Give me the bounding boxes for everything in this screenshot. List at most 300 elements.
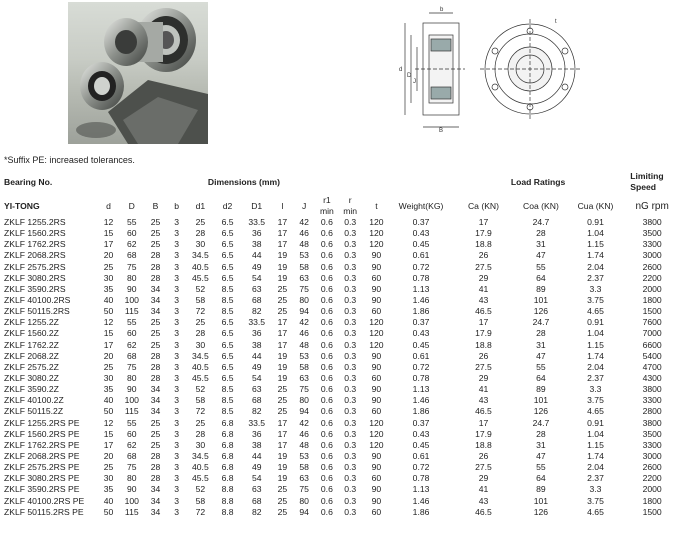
- table-cell: 72: [195, 506, 206, 517]
- table-cell: 25: [277, 406, 288, 417]
- table-cell: 25: [277, 283, 288, 294]
- table-cell: 31: [536, 239, 546, 250]
- table-cell: 54: [251, 473, 262, 484]
- table-cell: 90: [371, 462, 382, 473]
- table-cell: 0.3: [344, 406, 357, 417]
- table-cell: 0.3: [344, 395, 357, 406]
- table-cell: 2800: [642, 406, 662, 417]
- table-cell: 0.3: [344, 350, 357, 361]
- table-cell: 90: [127, 283, 137, 294]
- table-cell: 90: [371, 395, 382, 406]
- col-d1: d1: [195, 200, 206, 211]
- table-cell: 0.6: [320, 373, 333, 384]
- table-cell: 3: [174, 451, 180, 462]
- table-cell: 1.46: [412, 495, 430, 506]
- table-cell: 0.3: [344, 339, 357, 350]
- table-cell: 62: [127, 239, 137, 250]
- table-cell: 2600: [642, 462, 662, 473]
- table-cell: 0.3: [344, 417, 357, 428]
- bearing-model: ZKLF 2068.2RS: [4, 250, 66, 261]
- table-cell: 24.7: [532, 217, 550, 228]
- col-coa: Coa (KN): [523, 200, 559, 211]
- table-cell: 0.3: [344, 373, 357, 384]
- table-cell: 0.3: [344, 328, 357, 339]
- table-cell: 48: [299, 239, 309, 250]
- bearing-model: ZKLF 2068.2Z: [4, 350, 59, 361]
- table-cell: 72: [195, 306, 206, 317]
- bearing-model: ZKLF 50115.2RS: [4, 306, 70, 317]
- table-cell: 34: [150, 484, 161, 495]
- table-cell: 25: [150, 439, 161, 450]
- table-cell: 0.6: [320, 339, 333, 350]
- bearing-model: ZKLF 2068.2RS PE: [4, 451, 80, 462]
- table-cell: 25: [277, 495, 288, 506]
- table-cell: 63: [299, 272, 309, 283]
- table-cell: 40: [103, 395, 114, 406]
- table-cell: 28: [150, 272, 161, 283]
- table-cell: 3: [174, 228, 180, 239]
- table-cell: 82: [251, 306, 262, 317]
- table-cell: 6.5: [221, 328, 234, 339]
- table-cell: 17: [277, 239, 288, 250]
- table-cell: 0.91: [587, 417, 604, 428]
- table-cell: 63: [251, 283, 262, 294]
- table-cell: 42: [299, 417, 309, 428]
- table-cell: 6.8: [221, 439, 234, 450]
- table-cell: 0.61: [412, 250, 430, 261]
- table-cell: 50: [103, 506, 114, 517]
- table-row: [2, 406, 680, 417]
- bearing-model: ZKLF 1762.2RS: [4, 239, 66, 250]
- table-cell: 3: [174, 283, 180, 294]
- bearing-model: ZKLF 40100.2RS PE: [4, 495, 85, 506]
- table-row: [2, 429, 680, 440]
- table-cell: 33.5: [248, 317, 266, 328]
- table-cell: 28: [536, 328, 546, 339]
- table-cell: 0.3: [344, 250, 357, 261]
- col-r1: r1 min: [319, 195, 334, 216]
- table-cell: 26: [478, 250, 489, 261]
- table-cell: 43: [478, 295, 489, 306]
- table-cell: 17.9: [475, 228, 492, 239]
- table-cell: 6.5: [221, 361, 234, 372]
- table-cell: 0.3: [344, 428, 357, 439]
- table-cell: 120: [369, 217, 384, 228]
- table-cell: 25: [103, 261, 114, 272]
- table-cell: 3800: [642, 417, 662, 428]
- table-cell: 36: [251, 428, 262, 439]
- table-cell: 0.3: [344, 462, 357, 473]
- table-cell: 68: [251, 295, 262, 306]
- table-cell: 3.75: [587, 495, 604, 506]
- table-cell: 100: [124, 295, 139, 306]
- table-cell: 3: [174, 506, 180, 517]
- table-cell: 46: [299, 228, 309, 239]
- table-cell: 40: [103, 295, 114, 306]
- bearing-model: ZKLF 3080.2RS PE: [4, 473, 80, 484]
- table-cell: 0.72: [412, 361, 430, 372]
- table-cell: 60: [127, 328, 137, 339]
- table-cell: 20: [103, 350, 114, 361]
- table-cell: 25: [277, 506, 288, 517]
- table-cell: 49: [251, 361, 262, 372]
- table-cell: 0.3: [344, 317, 357, 328]
- table-cell: 17: [277, 428, 288, 439]
- table-cell: 29: [478, 373, 489, 384]
- table-cell: 42: [299, 317, 309, 328]
- table-row: [2, 295, 680, 306]
- table-cell: 4.65: [587, 406, 604, 417]
- table-cell: 17: [103, 439, 114, 450]
- table-cell: 31: [536, 339, 546, 350]
- table-cell: 3: [174, 317, 180, 328]
- table-cell: 28: [150, 373, 161, 384]
- table-cell: 38: [251, 339, 262, 350]
- table-cell: 52: [195, 283, 206, 294]
- col-ca: Ca (KN): [467, 200, 499, 211]
- table-cell: 3500: [642, 228, 662, 239]
- table-cell: 60: [127, 428, 137, 439]
- table-cell: 40.5: [192, 261, 209, 272]
- table-cell: 0.6: [320, 228, 333, 239]
- table-cell: 0.6: [320, 328, 333, 339]
- header-load-ratings: Load Ratings: [510, 176, 566, 187]
- table-cell: 0.3: [344, 451, 357, 462]
- table-cell: 34: [150, 384, 161, 395]
- suffix-note: *Suffix PE: increased tolerances.: [4, 155, 135, 165]
- table-cell: 0.3: [344, 361, 357, 372]
- table-cell: 90: [371, 384, 382, 395]
- table-cell: 0.6: [320, 217, 333, 228]
- table-cell: 17: [277, 328, 288, 339]
- table-cell: 0.3: [344, 384, 357, 395]
- table-cell: 3.3: [589, 384, 602, 395]
- table-cell: 60: [371, 272, 382, 283]
- table-cell: 12: [103, 217, 114, 228]
- table-cell: 0.3: [344, 272, 357, 283]
- table-cell: 19: [277, 462, 288, 473]
- header-limiting-speed: Limiting Speed: [630, 171, 664, 192]
- table-cell: 3: [174, 261, 180, 272]
- table-row: [2, 340, 680, 351]
- table-cell: 55: [127, 217, 137, 228]
- table-cell: 115: [124, 506, 139, 517]
- table-cell: 25: [150, 217, 161, 228]
- table-cell: 72: [195, 406, 206, 417]
- table-cell: 58: [299, 261, 309, 272]
- table-cell: 2.04: [587, 261, 604, 272]
- table-cell: 0.6: [320, 317, 333, 328]
- table-cell: 1.13: [412, 384, 430, 395]
- table-cell: 44: [251, 350, 262, 361]
- table-cell: 15: [103, 328, 114, 339]
- table-cell: 1.04: [587, 428, 604, 439]
- table-row: [2, 484, 680, 495]
- table-cell: 34.5: [192, 250, 209, 261]
- table-cell: 30: [103, 272, 114, 283]
- table-cell: 3800: [642, 217, 662, 228]
- table-cell: 90: [371, 295, 382, 306]
- table-cell: 3.3: [589, 283, 602, 294]
- table-cell: 44: [251, 250, 262, 261]
- table-cell: 34.5: [192, 350, 209, 361]
- table-cell: 2.04: [587, 462, 604, 473]
- table-cell: 0.6: [320, 261, 333, 272]
- table-cell: 3: [174, 328, 180, 339]
- table-cell: 0.6: [320, 250, 333, 261]
- table-cell: 36: [251, 328, 262, 339]
- bearing-model: ZKLF 3080.2RS: [4, 272, 66, 283]
- table-cell: 94: [299, 406, 309, 417]
- table-cell: 6.5: [221, 261, 234, 272]
- table-row: [2, 496, 680, 507]
- table-cell: 6.5: [221, 239, 234, 250]
- table-cell: 25: [277, 295, 288, 306]
- table-cell: 4300: [642, 373, 662, 384]
- table-cell: 0.6: [320, 239, 333, 250]
- table-cell: 101: [533, 395, 549, 406]
- table-cell: 27.5: [475, 462, 492, 473]
- table-cell: 2200: [642, 473, 662, 484]
- table-cell: 2.37: [587, 473, 604, 484]
- label-b: b: [440, 7, 444, 13]
- table-cell: 0.3: [344, 306, 357, 317]
- table-cell: 0.45: [412, 239, 430, 250]
- table-cell: 35: [103, 283, 114, 294]
- table-cell: 55: [536, 462, 546, 473]
- table-cell: 4.65: [587, 306, 604, 317]
- table-cell: 89: [536, 484, 546, 495]
- table-cell: 25: [150, 328, 161, 339]
- table-cell: 0.6: [320, 439, 333, 450]
- table-cell: 0.78: [412, 373, 430, 384]
- table-cell: 1.74: [587, 451, 604, 462]
- table-cell: 2000: [642, 283, 662, 294]
- table-cell: 68: [251, 495, 262, 506]
- label-t: t: [555, 19, 557, 25]
- table-cell: 30: [103, 473, 114, 484]
- table-cell: 0.61: [412, 350, 430, 361]
- bearing-model: ZKLF 1762.2Z: [4, 339, 59, 350]
- table-cell: 3800: [642, 384, 662, 395]
- table-cell: 115: [124, 406, 139, 417]
- table-cell: 26: [478, 451, 489, 462]
- table-cell: 1.04: [587, 328, 604, 339]
- table-cell: 58: [195, 395, 206, 406]
- table-cell: 6.8: [221, 428, 234, 439]
- table-cell: 75: [127, 361, 137, 372]
- table-cell: 38: [251, 439, 262, 450]
- table-cell: 0.37: [412, 217, 430, 228]
- table-cell: 0.3: [344, 473, 357, 484]
- table-cell: 28: [150, 462, 161, 473]
- table-cell: 3: [174, 462, 180, 473]
- table-cell: 8.5: [221, 395, 234, 406]
- table-cell: 0.6: [320, 506, 333, 517]
- table-cell: 44: [251, 451, 262, 462]
- table-row: [2, 228, 680, 239]
- table-cell: 33.5: [248, 417, 266, 428]
- col-speed: nG rpm: [635, 200, 669, 212]
- table-cell: 0.61: [412, 451, 430, 462]
- table-cell: 1.13: [412, 283, 430, 294]
- table-cell: 64: [536, 272, 546, 283]
- table-cell: 17.9: [475, 428, 492, 439]
- table-cell: 25: [150, 339, 161, 350]
- table-cell: 90: [127, 484, 137, 495]
- table-cell: 0.3: [344, 484, 357, 495]
- table-cell: 46.5: [475, 506, 492, 517]
- table-cell: 90: [371, 350, 382, 361]
- table-cell: 25: [277, 384, 288, 395]
- table-cell: 100: [124, 395, 139, 406]
- table-cell: 62: [127, 339, 137, 350]
- table-cell: 75: [127, 261, 137, 272]
- col-b: b: [174, 200, 180, 211]
- table-cell: 6.8: [221, 451, 234, 462]
- table-cell: 8.8: [221, 484, 234, 495]
- table-cell: 25: [195, 317, 206, 328]
- table-cell: 54: [251, 272, 262, 283]
- table-cell: 49: [251, 261, 262, 272]
- table-row: [2, 317, 680, 328]
- table-cell: 3: [174, 217, 180, 228]
- table-cell: 46.5: [475, 406, 492, 417]
- table-cell: 0.91: [587, 217, 604, 228]
- table-cell: 53: [299, 350, 309, 361]
- table-row: [2, 328, 680, 339]
- table-cell: 35: [103, 384, 114, 395]
- table-cell: 34: [150, 495, 161, 506]
- table-cell: 120: [369, 317, 384, 328]
- table-cell: 0.45: [412, 439, 430, 450]
- col-D1: D1: [251, 200, 263, 211]
- table-cell: 1.86: [412, 506, 430, 517]
- table-cell: 8.5: [221, 283, 234, 294]
- table-cell: 3: [174, 439, 180, 450]
- table-cell: 17: [478, 417, 489, 428]
- header-bearing-no: Bearing No.: [4, 176, 53, 187]
- table-cell: 19: [277, 261, 288, 272]
- table-cell: 0.6: [320, 295, 333, 306]
- table-cell: 90: [371, 261, 382, 272]
- bearing-model: ZKLF 2575.2RS PE: [4, 462, 80, 473]
- table-cell: 3: [174, 417, 180, 428]
- table-cell: 6.5: [221, 228, 234, 239]
- table-cell: 0.6: [320, 417, 333, 428]
- col-d: d: [106, 200, 111, 211]
- table-cell: 26: [478, 350, 489, 361]
- table-cell: 3.3: [589, 484, 602, 495]
- header-dimensions: Dimensions (mm): [207, 176, 281, 187]
- table-cell: 19: [277, 350, 288, 361]
- bearing-photo: [68, 2, 208, 144]
- table-cell: 55: [127, 317, 137, 328]
- table-cell: 60: [371, 406, 382, 417]
- table-cell: 19: [277, 272, 288, 283]
- table-cell: 30: [195, 339, 206, 350]
- table-cell: 0.72: [412, 261, 430, 272]
- table-row: [2, 384, 680, 395]
- table-cell: 6.5: [221, 373, 234, 384]
- table-row: [2, 418, 680, 429]
- table-cell: 64: [536, 473, 546, 484]
- table-row: [2, 239, 680, 250]
- table-cell: 0.6: [320, 484, 333, 495]
- table-cell: 46: [299, 328, 309, 339]
- table-cell: 0.3: [344, 283, 357, 294]
- table-cell: 17: [277, 217, 288, 228]
- table-cell: 1.15: [587, 339, 604, 350]
- table-cell: 19: [277, 373, 288, 384]
- bearing-model: ZKLF 1560.2RS: [4, 228, 66, 239]
- table-cell: 6.8: [221, 473, 234, 484]
- table-cell: 3: [174, 350, 180, 361]
- table-cell: 3: [174, 239, 180, 250]
- table-cell: 75: [299, 283, 309, 294]
- col-weight: Weight(KG): [398, 200, 444, 211]
- table-cell: 3: [174, 428, 180, 439]
- table-cell: 75: [299, 384, 309, 395]
- table-cell: 3300: [642, 395, 662, 406]
- table-cell: 58: [195, 495, 206, 506]
- table-cell: 12: [103, 317, 114, 328]
- table-row: [2, 351, 680, 362]
- table-row: [2, 451, 680, 462]
- table-cell: 120: [369, 239, 384, 250]
- table-cell: 17: [103, 339, 114, 350]
- table-cell: 40: [103, 495, 114, 506]
- table-cell: 17: [277, 339, 288, 350]
- table-cell: 36: [251, 228, 262, 239]
- table-cell: 45.5: [192, 373, 209, 384]
- table-cell: 2600: [642, 261, 662, 272]
- table-cell: 48: [299, 339, 309, 350]
- bearing-model: ZKLF 3590.2Z: [4, 384, 59, 395]
- table-cell: 8.8: [221, 506, 234, 517]
- table-cell: 15: [103, 428, 114, 439]
- table-cell: 90: [371, 361, 382, 372]
- table-cell: 17: [478, 217, 489, 228]
- table-cell: 0.6: [320, 473, 333, 484]
- col-D: D: [128, 200, 135, 211]
- table-cell: 120: [369, 417, 384, 428]
- table-cell: 0.6: [320, 428, 333, 439]
- table-cell: 3: [174, 306, 180, 317]
- table-cell: 6.5: [221, 250, 234, 261]
- table-cell: 126: [533, 406, 549, 417]
- table-cell: 3000: [642, 451, 662, 462]
- table-row: [2, 250, 680, 261]
- table-cell: 18.8: [475, 339, 492, 350]
- bearing-model: ZKLF 1762.2RS PE: [4, 439, 80, 450]
- table-cell: 55: [536, 361, 546, 372]
- table-cell: 6.5: [221, 350, 234, 361]
- col-cua: Cua (KN): [577, 200, 614, 211]
- table-cell: 120: [369, 328, 384, 339]
- table-cell: 19: [277, 361, 288, 372]
- table-cell: 3: [174, 250, 180, 261]
- table-cell: 29: [478, 473, 489, 484]
- table-cell: 0.6: [320, 395, 333, 406]
- table-cell: 46: [299, 428, 309, 439]
- table-cell: 120: [369, 228, 384, 239]
- table-cell: 30: [103, 373, 114, 384]
- table-cell: 40.5: [192, 462, 209, 473]
- table-cell: 0.43: [412, 328, 430, 339]
- table-cell: 19: [277, 451, 288, 462]
- table-row: [2, 440, 680, 451]
